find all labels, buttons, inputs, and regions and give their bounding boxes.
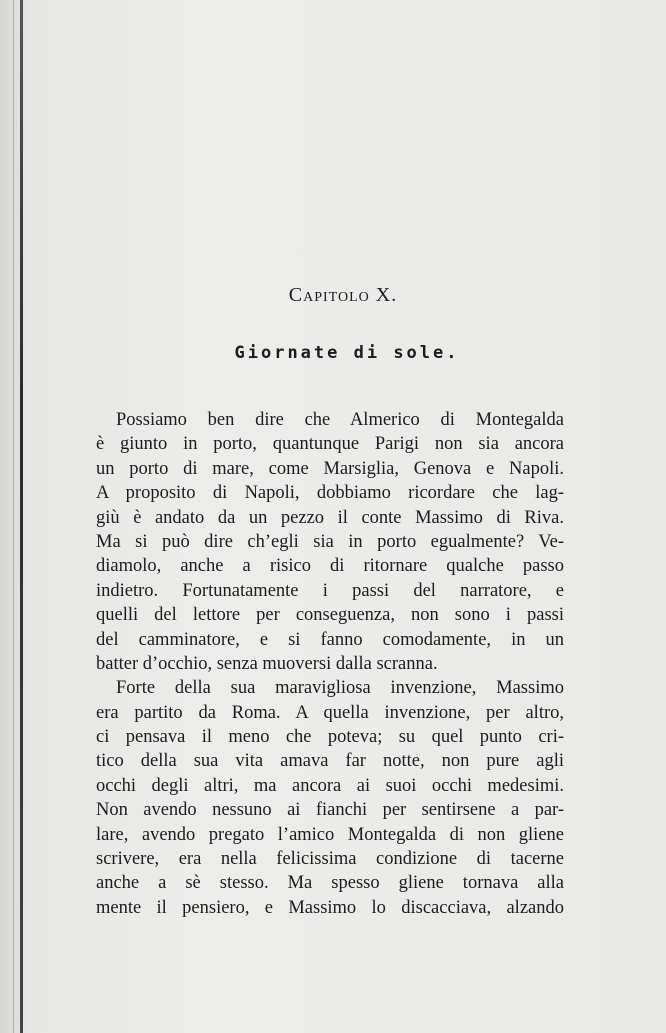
text-line: diamolo, anche a risico di ritornare qualche passo bbox=[96, 556, 564, 577]
text-line: Possiamo ben dire che Almerico di Montegalda bbox=[116, 410, 564, 430]
text-line: era partito da Roma. A quella invenzione, per altro, bbox=[96, 702, 564, 723]
chapter-heading bbox=[10, 284, 666, 307]
text-line: lare, avendo pregato l’amico Montegalda di non gliene bbox=[96, 824, 564, 845]
text-line: del camminatore, e si fanno comodamente, in un bbox=[96, 629, 564, 650]
text-line: indietro. Fortunatamente i passi del narratore, e bbox=[96, 580, 564, 601]
text-line: quelli del lettore per conseguenza, non sono i passi bbox=[96, 605, 564, 626]
text-line: Forte della sua maravigliosa invenzione, Massimo bbox=[116, 678, 564, 699]
chapter-title: Giornate di sole. bbox=[234, 343, 460, 363]
text-line: Non avendo nessuno ai fianchi per sentirsene a par- bbox=[96, 800, 564, 821]
chapter-heading-text: Capitolo X. bbox=[288, 284, 398, 306]
text-line: è giunto in porto, quantunque Parigi non sia ancora bbox=[96, 434, 564, 455]
text-line: tico della sua vita amava far notte, non pure agli bbox=[96, 751, 564, 772]
text-line: batter d’occhio, senza muoversi dalla scranna. bbox=[96, 653, 438, 674]
text-line: occhi degli altri, ma ancora ai suoi occhi medesimi. bbox=[96, 775, 564, 796]
text-line: Ma si può dire ch’egli sia in porto egualmente? Ve- bbox=[96, 531, 564, 552]
text-line: A proposito di Napoli, dobbiamo ricordare che lag- bbox=[96, 483, 564, 504]
text-line: scrivere, era nella felicissima condizione di tacerne bbox=[96, 849, 564, 870]
text-line: mente il pensiero, e Massimo lo discacciava, alzando bbox=[96, 897, 564, 918]
text-line: ci pensava il meno che poteva; su quel punto cri- bbox=[96, 727, 564, 748]
chapter-body bbox=[96, 408, 564, 920]
page-edge-shadow bbox=[13, 0, 14, 1033]
text-line: anche a sè stesso. Ma spesso gliene tornava alla bbox=[96, 873, 564, 894]
text-line: giù è andato da un pezzo il conte Massimo di Riva. bbox=[96, 507, 564, 528]
paragraph-1 bbox=[96, 408, 564, 676]
text-line: un porto di mare, come Marsiglia, Genova e Napoli. bbox=[96, 458, 564, 479]
paragraph-2 bbox=[96, 676, 564, 920]
binding-edge bbox=[20, 0, 23, 1033]
